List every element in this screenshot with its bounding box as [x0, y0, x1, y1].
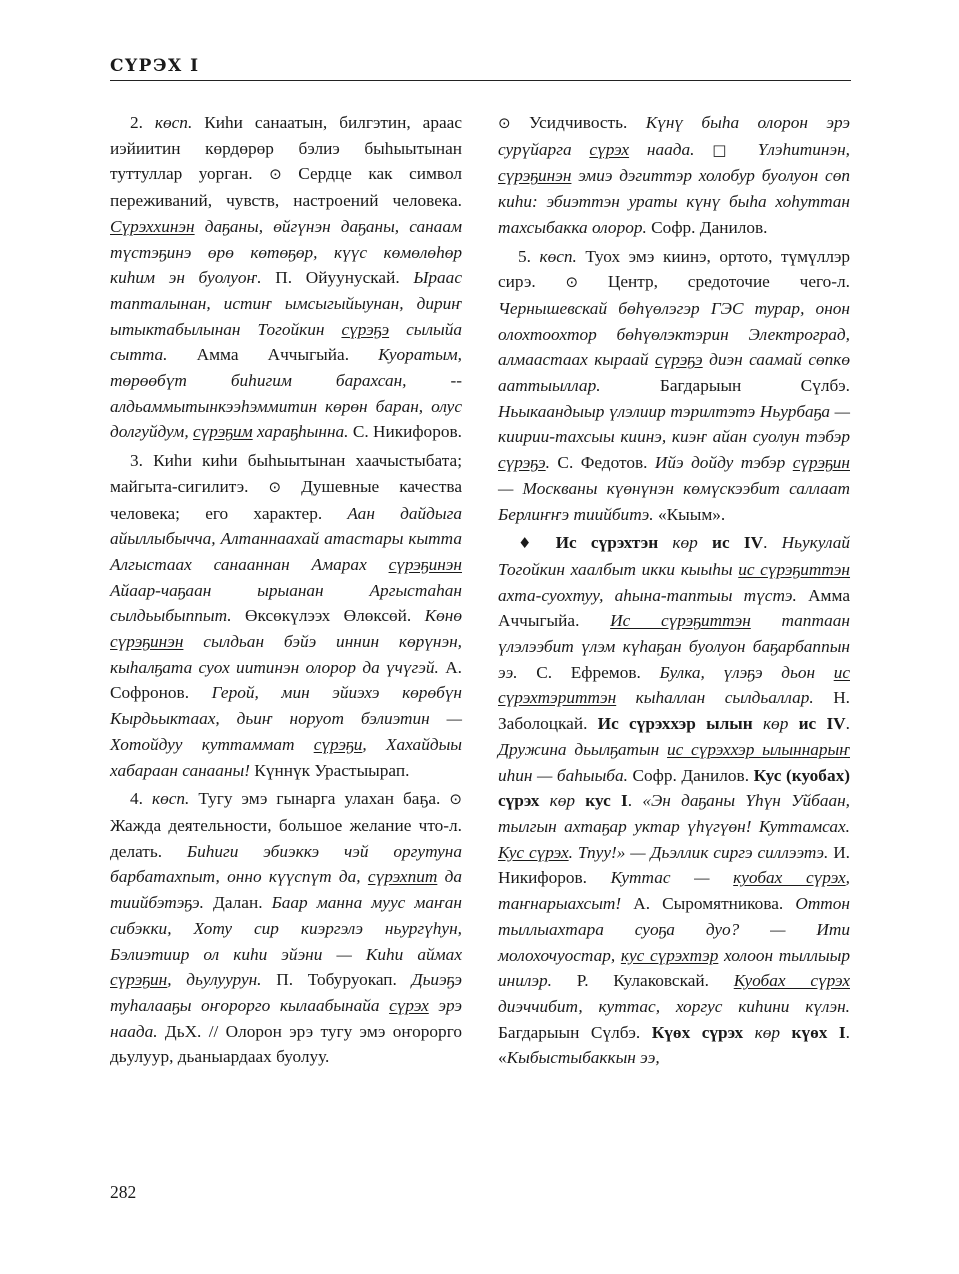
- sense-4-continuation: [498, 110, 850, 241]
- example-fragment: Булка, үлэҕэ дьон: [659, 662, 834, 682]
- cross-ref-label: көр: [743, 1022, 792, 1042]
- definition-text: 3. Киһи киһи быһыытынан хаачыстыбата; майгыта-сигилитэ.: [110, 451, 462, 496]
- example-fragment: , Хахайдыы хабараан санааны!: [110, 734, 462, 780]
- citation-author: Далан.: [203, 893, 272, 913]
- example-fragment: Ыраас тапталынан, истиҥ ымсыгыйыунан, дириҥ ытыктабылынан Тогойкин: [110, 268, 462, 339]
- translation-text: Сердце как символ переживаний, чувств, настроений человека.: [110, 164, 463, 211]
- example-fragment: эрэ наада.: [110, 995, 462, 1041]
- example-fragment: Дружина дьылҕатын: [498, 739, 667, 759]
- running-head: СҮРЭХ I: [110, 56, 200, 76]
- example-fragment: хараҕһынна.: [252, 422, 349, 442]
- example-fragment: Кыбыстыбаккын ээ,: [506, 1048, 660, 1068]
- example-fragment: Куттас —: [610, 868, 734, 888]
- headword-form: сүрэҕинэн: [388, 554, 462, 574]
- headword-form: Кус сүрэх: [498, 842, 569, 862]
- translation-text: Душевные качества человека; его характер.: [110, 476, 462, 523]
- circle-dot-icon: ⊙: [449, 790, 462, 809]
- cross-ref-label: көр: [752, 714, 799, 734]
- cross-ref-target: кус I: [585, 791, 628, 811]
- citation-author: Өксөкүлээх Өлөксөй.: [231, 606, 425, 626]
- citation-author: Амма Аччыгыйа.: [167, 345, 379, 365]
- phrase-headword: Ис сүрэххэр ылын: [597, 714, 753, 734]
- header-rule: [110, 80, 851, 81]
- citation-author: С. Федотов.: [549, 453, 655, 473]
- diamond-icon: ♦: [518, 534, 542, 553]
- headword-form: сүрэҕэ: [341, 319, 390, 339]
- definition-text: Тугу эмэ гынарга улахан баҕа.: [189, 789, 450, 809]
- cross-ref-label: көр: [658, 533, 713, 553]
- citation-author: С. Ефремов.: [517, 662, 660, 682]
- sense-number: 2.: [130, 113, 155, 132]
- example-fragment: Көнө: [424, 606, 462, 626]
- example-fragment: Үлэһитинэн,: [739, 139, 851, 159]
- example-fragment: таптаан үлэлээбит үлэм күһаҕан буолуон баҕарбаппын ээ.: [498, 611, 850, 682]
- headword-form: сүрэҕэ: [498, 453, 546, 473]
- punctuation: .: [845, 714, 850, 734]
- example-fragment: наада.: [629, 139, 713, 159]
- example-fragment: Баар манна муус маҥан сибэкки, Хоту сир киэргэлэ ньургүһун, Бэлиэтиир ол киһи эйэни — Киһи аймах: [110, 893, 462, 964]
- citation-author: П. Тобуруокап.: [261, 970, 412, 990]
- sense-2-paragraph: [110, 110, 462, 445]
- headword-form: сүрэх: [589, 139, 630, 159]
- citation-author: «Кыым».: [653, 504, 726, 524]
- example-fragment: кыһаллан сылдьаллар.: [616, 688, 814, 708]
- phrase-headword: Ис сүрэхтэн: [541, 533, 659, 553]
- example-fragment: Дьиэҕэ туһалааҕы оҥорорго кылаабынайа: [110, 970, 462, 1015]
- example-fragment: холоон тыллыыр инилэр.: [498, 945, 850, 991]
- citation-author: ДьХ. // Олорон эрэ тугу эмэ оҥорорго дьулуур, дьаныардаах буолуу.: [110, 1021, 462, 1067]
- headword-form: сүрэҕинэн: [110, 632, 184, 652]
- usage-label: көсп.: [154, 113, 193, 132]
- headword-form: кус сүрэхтэр: [620, 945, 719, 965]
- citation-author: Р. Кулаковскай.: [551, 971, 734, 991]
- right-column: [498, 110, 850, 1071]
- sense-number: 4.: [130, 789, 153, 809]
- sense-3-paragraph: [110, 448, 462, 783]
- left-column: [110, 110, 462, 1070]
- example-fragment: Аан дайдыга айыллыбычча, Алтаннаахай атастары кытта Алгыстаах санааннан Амарах: [110, 503, 462, 574]
- citation-author: Багдарыын Сүлбэ.: [498, 1022, 652, 1042]
- phraseology-paragraph: [498, 530, 850, 1071]
- citation-author: Күннүк Урастыырап.: [249, 760, 410, 780]
- citation-author: Софр. Данилов.: [646, 217, 768, 237]
- example-fragment: сылдьан бэйэ иннин көрүнэн, кыһалҕата суох иитинэн олорор да үчүгэй.: [110, 632, 462, 677]
- headword-form: сүрэҕэ: [655, 350, 703, 370]
- example-fragment: Ийэ дойду тэбэр: [654, 453, 793, 473]
- square-icon: □: [712, 140, 740, 159]
- page-number: 282: [110, 1182, 137, 1202]
- headword-form: ис сүрэҕиттэн: [738, 559, 851, 579]
- citation-author: Багдарыын Сүлбэ.: [600, 376, 850, 396]
- headword-form: сүрэҕим: [192, 422, 253, 442]
- headword-form: сүрэҕинэн: [498, 166, 572, 186]
- example-fragment: Ньыкаандыыр үлэлиир тэрилтэтэ Ньурбаҕа — киирии-тахсыы киинэ, киэҥ айан суолун тэбэр: [498, 401, 850, 447]
- definition-text: Киһи санаатын, билгэтин, араас иэйиитин көрдөрөр бэлиэ быһыытынан туттуллар уорган.: [110, 113, 462, 184]
- headword-form: Куобах сүрэх: [733, 971, 850, 991]
- example-fragment: Чернышевскай бөһүөлэгэр ГЭС турар, онон олохтоохтор бөһүөлэктэрин Электроград, алмаастаах кыраай: [498, 298, 850, 370]
- cross-ref-target: ис IV: [798, 714, 846, 734]
- example-fragment: диэччибит, куттас, хоргус киһини күлэн.: [498, 996, 850, 1016]
- phrase-headword: Күөх сүрэх: [651, 1022, 744, 1042]
- example-fragment: Герой, мин эйиэхэ көрөбүн Кырдьыктаах, дьиҥ норуот бэлиэтин — Хотойдуу куттаммат: [110, 683, 462, 754]
- punctuation: .: [763, 533, 782, 553]
- definition-text: Туох эмэ киинэ, ортото, түмүллэр сирэ.: [498, 246, 851, 292]
- example-fragment: Оттон тыллыахтара суоҕа дуо? — Ити молохочуостар,: [498, 894, 850, 965]
- circle-dot-icon: ⊙: [268, 477, 282, 496]
- cross-ref-label: көр: [539, 791, 586, 811]
- example-fragment: Күнү быһа олорон эрэ сурүйарга: [498, 113, 850, 159]
- example-fragment: . Тпуу!» — Дьэллик сиргэ силлээтэ.: [568, 842, 829, 862]
- example-fragment: Айаар-чаҕаан ырыанан Аргыстаһан сылдьыбыппыт.: [110, 580, 462, 626]
- example-fragment: , дьулуурун.: [167, 970, 262, 990]
- example-fragment: Ньукулай Тогойкин хаалбыт икки кыыһы: [498, 533, 850, 579]
- example-fragment: , таҥнарыахсыт!: [498, 868, 850, 914]
- citation-author: Н. Заболоцкай.: [498, 688, 850, 734]
- example-fragment: сылыйа сытта.: [110, 319, 463, 365]
- headword-form: сүрэҕин: [110, 970, 168, 990]
- citation-author: С. Никифоров.: [348, 422, 462, 442]
- sense-number: 5.: [518, 246, 540, 266]
- example-fragment: ахта-суохтуу, аһына-таптыы түстэ.: [498, 585, 797, 605]
- usage-label: көсп.: [539, 246, 577, 266]
- translation-text: Центр, средоточие чего-л.: [578, 272, 850, 292]
- example-fragment: даҕаны, өйгүнэн даҕаны, санаам түстэҕинэ өрө көтөҕөр, күүс көмөлөһөр киһим эн буолуоҥ.: [110, 216, 462, 288]
- usage-label: көсп.: [152, 789, 190, 809]
- circle-dot-icon: ⊙: [498, 114, 511, 132]
- translation-text: Усидчивость.: [510, 113, 646, 132]
- citation-author: А. Сыромятникова.: [621, 894, 796, 914]
- citation-author: А. Софронов.: [110, 657, 462, 703]
- headword-form: Сүрэххинэн: [110, 216, 195, 236]
- example-fragment: эмиэ дэгиттэр холобур буолуон сөп киһи: эбиэттэн ураты күнү быһа хоһуттан тахсыбакка олорор.: [498, 166, 850, 237]
- circle-dot-icon: ⊙: [269, 165, 282, 184]
- headword-form: сүрэх: [389, 995, 429, 1015]
- citation-author: Амма Аччыгыйа.: [498, 585, 850, 631]
- headword-form: ис сүрэххэр ылыннарыҥ: [667, 739, 850, 759]
- example-fragment: Куоратым, төрөөбүт биһигим барахсан, -- алдьаммытынкээһэммитин көрөн баран, олус долгуйдум,: [110, 345, 462, 442]
- cross-ref-target: күөх I: [791, 1022, 846, 1042]
- translation-text: Жажда деятельности, большое желание что-л. делать.: [110, 815, 462, 861]
- headword-form: сүрэҕи: [313, 734, 363, 754]
- citation-author: Софр. Данилов.: [627, 765, 754, 785]
- example-fragment: да тиийбэтэҕэ.: [110, 867, 462, 913]
- citation-author: И. Никифоров.: [498, 842, 851, 888]
- punctuation: .: [627, 791, 643, 811]
- example-fragment: диэн саамай сөпкө ааттыыллар.: [498, 350, 850, 396]
- example-fragment: .: [545, 453, 550, 473]
- example-fragment: иһин — баһыыба.: [498, 765, 628, 785]
- sense-4-paragraph: [110, 786, 462, 1070]
- headword-form: сүрэхпит: [367, 867, 438, 887]
- example-fragment: Биһиги эбиэккэ чэй оргутуна барбатахпыт, онно күүспүт да,: [110, 841, 462, 887]
- headword-form: сүрэҕин: [792, 453, 850, 473]
- phrase-headword: Кус (куобах) сүрэх: [498, 765, 850, 811]
- headword-form: куобах сүрэх: [733, 868, 846, 888]
- example-fragment: «Эн даҕаны Үһүн Уйбаан, тылгын ахтаҕар уктар үһүгүөн! Куттамсах.: [498, 791, 850, 836]
- headword-form: Ис сүрэҕиттэн: [610, 611, 751, 631]
- circle-dot-icon: ⊙: [565, 273, 579, 292]
- example-fragment: — Москваны күөнүнэн көмүскээбит саллаат Берлиҥҥэ тиийбитэ.: [498, 478, 850, 524]
- sense-5-paragraph: [498, 244, 850, 528]
- punctuation: . «: [498, 1022, 850, 1068]
- cross-ref-target: ис IV: [712, 533, 764, 553]
- headword-form: ис сүрэхтэриттэн: [498, 662, 850, 708]
- citation-author: П. Ойуунускай.: [261, 268, 414, 288]
